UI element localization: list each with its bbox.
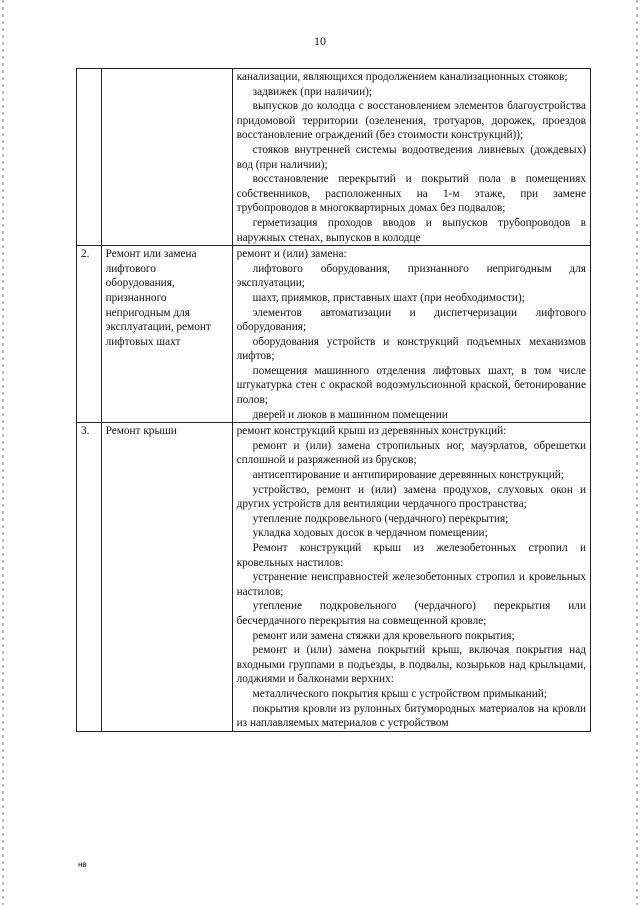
- description-paragraph: стояков внутренней системы водоотведения ливневых (дождевых) вод (при наличии);: [236, 143, 586, 171]
- description-paragraph: шахт, приямков, приставных шахт (при необходимости);: [252, 291, 525, 304]
- table-row: [77, 69, 591, 246]
- description-paragraph: покрытия кровли из рулонных битумородных материалов на кровли из наплавляемых материалов с устройством: [236, 702, 586, 730]
- footer-mark: нв: [78, 860, 87, 869]
- description-paragraph: Ремонт конструкций крыш из железобетонных стропил и кровельных настилов:: [236, 542, 586, 569]
- description-paragraph: оборудования устройств и конструкций подъемных механизмов лифтов;: [236, 335, 586, 363]
- description-paragraph: ремонт конструкций крыш из деревянных конструкций:: [236, 425, 507, 438]
- description-paragraph: дверей и люков в машинном помещении: [252, 408, 448, 421]
- row-title: Ремонт или замена лифтового оборудования, признанного непригодным для эксплуатации, ремонт лифтовых шахт: [101, 246, 232, 423]
- works-table: [76, 68, 591, 732]
- left-scan-edge: [2, 0, 4, 905]
- description-paragraph: укладка ходовых досок в чердачном помещении;: [252, 527, 488, 540]
- description-paragraph: ремонт и (или) замена покрытий крыш, включая покрытия над входными группами в подъезды, в подвалы, козырьков над крыльцами, лоджиями и балконами верхних:: [236, 644, 586, 686]
- description-paragraph: ремонт или замена стяжки для кровельного покрытия;: [252, 629, 515, 642]
- description-paragraph: устранение неисправностей железобетонных стропил и кровельных настилов;: [236, 571, 586, 598]
- description-paragraph: металлического покрытия крыш с устройством примыканий;: [252, 687, 547, 700]
- description-paragraph: элементов автоматизации и диспетчеризации лифтового оборудования;: [236, 306, 586, 334]
- row-description: [232, 69, 590, 246]
- table-row: [77, 423, 591, 731]
- description-paragraph: ремонт и (или) замена стропильных ног, мауэрлатов, обрешетки сплошной и разряженной из брусков;: [236, 439, 586, 467]
- row-title: Ремонт крыши: [101, 423, 232, 731]
- description-paragraph: лифтового оборудования, признанного непригодным для эксплуатации;: [236, 262, 586, 290]
- description-paragraph: герметизация проходов вводов и выпусков трубопроводов в наружных стенах, выпусков в колодце: [236, 216, 586, 244]
- description-paragraph: утепление подкровельного (чердачного) перекрытия или бесчердачного перекрытия на совмещенной кровле;: [236, 600, 586, 627]
- right-scan-edge: [636, 0, 638, 905]
- row-number: 3.: [77, 423, 102, 731]
- row-number: 2.: [77, 246, 102, 423]
- description-paragraph: задвижек (при наличии);: [252, 85, 373, 98]
- table-row: [77, 246, 591, 423]
- row-title: [101, 69, 232, 246]
- row-number: [77, 69, 102, 246]
- description-paragraph: утепление подкровельного (чердачного) перекрытия;: [252, 512, 509, 525]
- description-paragraph: устройство, ремонт и (или) замена продухов, слуховых окон и других устройств для вентиляции чердачного пространства;: [236, 483, 586, 511]
- row-description: [232, 246, 590, 423]
- description-paragraph: восстановление перекрытий и покрытий пола в помещениях собственников, расположенных на 1-м этаже, при замене трубопроводов в многоквартирных домах без подвалов;: [236, 173, 586, 215]
- page-number: 10: [314, 34, 326, 48]
- works-table-body: [77, 69, 591, 732]
- description-paragraph: канализации, являющихся продолжением канализационных стояков;: [236, 71, 568, 83]
- description-paragraph: помещения машинного отделения лифтовых шахт, в том числе штукатурка стен с окраской водоэмульсионной краской, бетонирование полов;: [236, 364, 586, 407]
- description-paragraph: антисептирование и антипирирование деревянных конструкций;: [252, 469, 564, 482]
- description-paragraph: ремонт и (или) замена:: [236, 248, 347, 261]
- row-description: [232, 423, 590, 731]
- description-paragraph: выпусков до колодца с восстановлением элементов благоустройства придомовой территории (озеленения, тротуаров, дорожек, проездов восстановление ограждений (без стоимости конструкций));: [236, 100, 586, 142]
